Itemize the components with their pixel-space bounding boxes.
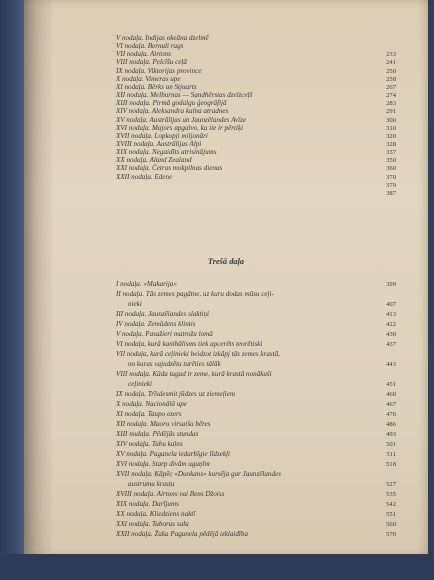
toc-page-number: 501 xyxy=(386,441,396,448)
toc-page-number: 551 xyxy=(386,511,396,518)
toc-page-number: 328 xyxy=(386,140,396,148)
toc-entry-title: XX nodaļa. Aland Zealand xyxy=(116,156,192,165)
toc-entry-title: I nodaļa. «Makarija» xyxy=(116,280,177,288)
toc-entry xyxy=(116,510,374,519)
toc-entry xyxy=(116,330,374,339)
toc-entry-title: XXI nodaļa. Četras mokpilnas dienas xyxy=(116,164,223,173)
toc-entry-title: VIII nodaļa. Kāda tagad ir zeme, kurā krastā nonākuši xyxy=(116,370,272,378)
toc-entry-title: XIV nodaļa. Tabu kalns xyxy=(116,440,183,448)
toc-entry xyxy=(116,280,374,289)
toc-page-number: 560 xyxy=(386,521,396,528)
toc-entry-title: XXI nodaļa. Taboras sala xyxy=(116,520,189,528)
toc-entry-title: XVI nodaļa. Starp divām uguņīm xyxy=(116,460,210,468)
toc-entry-title: XII nodaļa. Melburnas — Sandhērstas dzelzceļš xyxy=(116,91,253,100)
toc-page-number: 430 xyxy=(386,331,396,338)
toc-entry xyxy=(116,490,374,499)
toc-entry-title: XIII nodaļa. Pirmā godalgu ģeogrāfijā xyxy=(116,99,227,108)
toc-page-number: 542 xyxy=(386,501,396,508)
toc-page-number: 467 xyxy=(386,401,396,408)
toc-entry xyxy=(116,460,374,469)
toc-entry xyxy=(116,300,374,309)
toc-page-number: 250 xyxy=(386,67,396,75)
toc-entry-title: V nodaļa. Pasažieri matrožu lomā xyxy=(116,330,213,338)
toc-page-number: 511 xyxy=(386,451,396,458)
toc-page-number: 413 xyxy=(386,311,396,318)
toc-entry xyxy=(116,420,374,429)
toc-page-number: 476 xyxy=(386,411,396,418)
toc-entry-title: XII nodaļa. Maoru virsaiša bēres xyxy=(116,420,211,428)
toc-page-number: 387 xyxy=(386,189,396,197)
toc-entry xyxy=(116,320,374,329)
toc-page-number: 527 xyxy=(386,481,396,488)
toc-entry xyxy=(116,430,374,439)
toc-page-number: 407 xyxy=(386,301,396,308)
toc-entry-title: II nodaļa. Tās zemes pagātne, uz kuru dodas mūsu ceļi- xyxy=(116,290,274,298)
toc-entry-title: XIX nodaļa. Negaidīts atrisinājums xyxy=(116,148,217,157)
toc-entry xyxy=(116,350,374,359)
toc-entry xyxy=(116,530,374,539)
page-fold-shadow xyxy=(24,0,54,556)
toc-entry-title: XIV nodaļa. Aleksandra kalna atradnes xyxy=(116,107,229,116)
toc-page-number: 233 xyxy=(386,51,396,59)
toc-page-number: 267 xyxy=(386,83,396,91)
toc-entry-title: nieki xyxy=(128,300,142,308)
toc-page-number: 370 xyxy=(386,173,396,181)
toc-entry-title: ceļinieki xyxy=(128,380,153,388)
toc-entry xyxy=(116,360,374,369)
toc-entry xyxy=(116,340,374,349)
toc-entry xyxy=(116,410,374,419)
table-of-contents xyxy=(24,0,428,556)
toc-entry-title: IX nodaļa. Viktorijas province xyxy=(116,66,202,75)
toc-entry-title: X nodaļa. Vimeras upe xyxy=(116,74,181,83)
toc-entry-title: VII nodaļa. Airtons xyxy=(116,50,171,59)
toc-entry-title: XV nodaļa. Austrālijas un Jaunzēlandes Avīze xyxy=(116,115,247,124)
toc-entry-title: VI nodaļa, kurā kanibālisms tiek apcerēts teorētiski xyxy=(116,340,263,348)
toc-page-number: 350 xyxy=(386,157,396,165)
toc-entry xyxy=(116,189,374,198)
section-heading: Trešā daļa xyxy=(207,257,245,266)
toc-page-number: 379 xyxy=(386,181,396,189)
toc-entry-title: V nodaļa. Indijas okeāna dzelmē xyxy=(116,34,209,42)
toc-entry-title: IV nodaļa. Zemūdens klintis xyxy=(116,320,196,328)
book-page xyxy=(24,0,428,556)
toc-page-number: 422 xyxy=(386,321,396,328)
toc-page-number: 310 xyxy=(386,124,396,132)
toc-entry-title: XV nodaļa. Paganela iedarbīgie līdzekļi xyxy=(116,450,230,458)
toc-entry-title: XIX nodaļa. Darījums xyxy=(116,500,179,508)
toc-entry-title: XVII nodaļa. Lopkopji miljonāri xyxy=(116,131,208,140)
toc-page-number: 451 xyxy=(386,381,396,388)
toc-page-number: 300 xyxy=(386,116,396,124)
toc-page-number: 535 xyxy=(386,491,396,498)
toc-entry-title: XI nodaļa. Taupo ezers xyxy=(116,410,182,418)
toc-entry xyxy=(116,480,374,489)
toc-page-number: 518 xyxy=(386,461,396,468)
toc-entry xyxy=(116,400,374,409)
toc-page-number: 493 xyxy=(386,431,396,438)
toc-entry-title: X nodaļa. Nacionālā upe xyxy=(116,400,187,408)
toc-page-number: 258 xyxy=(386,75,396,83)
toc-entry-title: XVI nodaļa. Majors apgalvo, ka tie ir pērtiķi xyxy=(116,123,244,132)
toc-entry-title: XVIII nodaļa. Airtons vai Bens Džoiss xyxy=(116,490,225,498)
toc-page-number: 399 xyxy=(386,281,396,288)
toc-page-number: 360 xyxy=(386,165,396,173)
toc-entry xyxy=(116,310,374,319)
toc-entry xyxy=(116,390,374,399)
toc-page-number: 443 xyxy=(386,361,396,368)
toc-entry-title: XVII nodaļa. Kāpēc «Dunkans» kursēja gar Jaunzēlandes xyxy=(116,470,281,478)
background-cloth xyxy=(0,554,434,580)
toc-entry xyxy=(116,450,374,459)
toc-page-number: 570 xyxy=(386,531,396,538)
toc-entry xyxy=(116,370,374,379)
toc-entry-title: no kuras vajadzētu turēties tālāk xyxy=(128,360,221,368)
toc-entry-title: austrumu krastu xyxy=(128,480,175,488)
book-spine-edge xyxy=(0,0,26,580)
toc-entry-title: IX nodaļa. Trīsdesmit jūdzes uz ziemeļiem xyxy=(116,390,236,398)
toc-entry-title: VII nodaļa, kurā ceļinieki beidzot izkāpj tās zemes krastā, xyxy=(116,350,280,358)
toc-page-number: 320 xyxy=(386,132,396,140)
toc-page-number: 460 xyxy=(386,391,396,398)
toc-entry-title: XIII nodaļa. Pēdējās stundas xyxy=(116,430,199,438)
toc-page-number: 337 xyxy=(386,149,396,157)
toc-entry xyxy=(116,290,374,299)
toc-entry-title: III nodaļa. Jaunzēlandes slaktiņi xyxy=(116,310,209,318)
toc-entry-title: VI nodaļa. Bernuli rags xyxy=(116,42,184,51)
toc-page-number: 486 xyxy=(386,421,396,428)
toc-entry-title: XI nodaļa. Bērks un Stjuarts xyxy=(116,82,197,91)
toc-page-number: 241 xyxy=(386,59,396,67)
toc-entry xyxy=(116,520,374,529)
toc-entry-title: XVIII nodaļa. Austrālijas Alpi xyxy=(116,139,202,148)
toc-entry-title: XXII nodaļa. Žaka Paganela pēdējā izklaidība xyxy=(116,530,248,538)
toc-entry xyxy=(116,440,374,449)
toc-entry-title: XX nodaļa. Kliedziens naktī xyxy=(116,510,196,518)
toc-entry xyxy=(116,380,374,389)
toc-page-number: 437 xyxy=(386,341,396,348)
toc-entry xyxy=(116,500,374,509)
toc-entry-title: VIII nodaļa. Pelcīšu ceļā xyxy=(116,58,187,67)
toc-page-number: 274 xyxy=(386,92,396,100)
toc-page-number: 283 xyxy=(386,100,396,108)
toc-entry-title: XXII nodaļa. Edene xyxy=(116,172,173,181)
toc-page-number: 291 xyxy=(386,108,396,116)
toc-entry xyxy=(116,470,374,479)
